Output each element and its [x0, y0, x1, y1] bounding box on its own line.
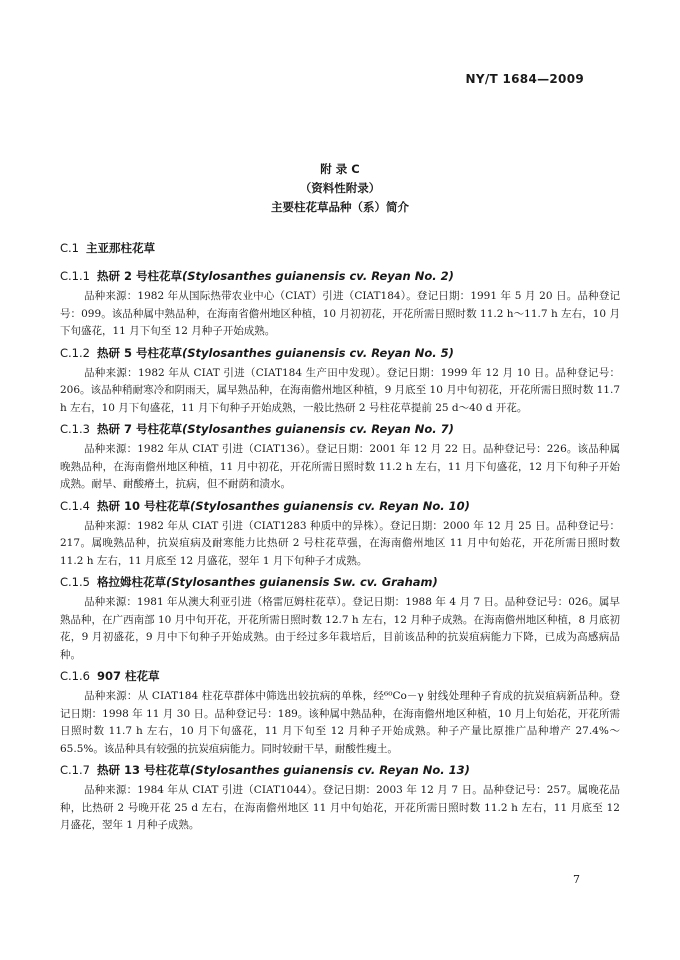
- variety-latin-name: (Stylosanthes guianensis cv. Reyan No. 7): [182, 422, 454, 436]
- page-number: 7: [573, 873, 580, 886]
- variety-number: C.1.5: [60, 575, 90, 589]
- variety-heading: [60, 666, 620, 687]
- variety-heading: [60, 760, 620, 781]
- variety-description: 品种来源：1982 年从 CIAT 引进（CIAT184 生产田中发现）。登记日期：1999 年 12 月 10 日。品种登记号：206。该品种稍耐寒冷和阴雨天，属早熟品种，在海南儋州地区种植，9 月底至 10 月中旬初花，开花所需日照时数 11.7 h 左右，10 月下旬盛花，11 月下旬种子开始成熟，一般比热研 2 号柱花草提前 25 d～40 d 开花。: [60, 366, 620, 414]
- variety-number: C.1.3: [60, 422, 90, 436]
- variety-section: [60, 266, 620, 341]
- variety-heading: [60, 343, 620, 364]
- variety-latin-name: (Stylosanthes guianensis Sw. cv. Graham): [166, 575, 438, 589]
- variety-section: [60, 343, 620, 418]
- section-number: C.1: [60, 241, 80, 255]
- section-title: 主亚那柱花草: [86, 241, 156, 255]
- variety-latin-name: (Stylosanthes guianensis cv. Reyan No. 13): [190, 763, 470, 777]
- variety-section: [60, 496, 620, 571]
- variety-name: 热研 13 号柱花草: [97, 763, 191, 777]
- variety-heading: [60, 266, 620, 287]
- variety-latin-name: (Stylosanthes guianensis cv. Reyan No. 5): [182, 345, 454, 360]
- annex-type: （资料性附录）: [299, 181, 381, 195]
- variety-description: 品种来源：1982 年从 CIAT 引进（CIAT136）。登记日期：2001 年 12 月 22 日。品种登记号：226。该品种属晚熟品种，在海南儋州地区种植，11 月中初花，开花所需日照时数 11.2 h 左右，11 月下旬盛花，12 月下旬种子开始成熟。耐旱、耐酸瘠土，抗病，但不耐荫和渍水。: [60, 443, 620, 490]
- variety-section: [60, 760, 620, 835]
- variety-heading: [60, 419, 620, 440]
- variety-latin-name: (Stylosanthes guianensis cv. Reyan No. 2): [182, 269, 454, 283]
- variety-section: [60, 419, 620, 494]
- variety-number: C.1.4: [60, 498, 90, 513]
- variety-latin-name: (Stylosanthes guianensis cv. Reyan No. 10): [190, 498, 470, 513]
- annex-label: 附 录 C: [320, 162, 360, 176]
- variety-description: 品种来源：1982 年从国际热带农业中心（CIAT）引进（CIAT184）。登记日期：1991 年 5 月 20 日。品种登记号：099。该品种属中熟品种，在海南省儋州地区种植，10 月初初花，开花所需日照时数 11.2 h～11.7 h 左右，10 月下旬盛花，11 月下旬至 12 月种子开始成熟。: [60, 290, 620, 337]
- variety-name: 热研 2 号柱花草: [97, 269, 183, 283]
- standard-code: NY/T 1684—2009: [465, 72, 584, 86]
- section-heading-c1: [60, 238, 620, 266]
- variety-heading: [60, 496, 620, 517]
- variety-description: 品种来源：从 CIAT184 柱花草群体中筛选出较抗病的单株，经⁶⁰Co－γ 射线处理种子育成的抗炭疽病新品种。登记日期：1998 年 11 月 30 日。品种登记号：189。该种属中熟品种，在海南儋州地区种植，10 月上旬始花，开花所需日照时数 11.7 h 左右，10 月下旬盛花，11 月下旬至 12 月种子开始成熟。种子产量比原推广品种增产 27.4%～65.5%。该品种具有较强的抗炭疽病能力。同时较耐干旱，耐酸性瘦土。: [60, 690, 620, 755]
- variety-name: 907 柱花草: [97, 669, 160, 683]
- variety-name: 热研 10 号柱花草: [97, 498, 191, 513]
- annex-title: 主要柱花草品种（系）简介: [271, 200, 409, 214]
- document-body: [60, 238, 620, 837]
- variety-name: 热研 5 号柱花草: [97, 345, 183, 360]
- variety-description: 品种来源：1981 年从澳大利亚引进（格雷厄姆柱花草）。登记日期：1988 年 4 月 7 日。品种登记号：026。属早熟品种，在广西南部 10 月中旬开花，开花所需日照时数 12.7 h 左右，12 月种子成熟。在海南儋州地区种植，8 月底初花，9 月初盛花，9 月中下旬种子开始成熟。由于经过多年栽培后，目前该品种的抗炭疽病能力下降，已成为高感病品种。: [60, 596, 620, 661]
- variety-name: 格拉姆柱花草: [97, 575, 166, 589]
- variety-number: C.1.7: [60, 763, 90, 777]
- variety-number: C.1.6: [60, 669, 90, 683]
- variety-description: 品种来源：1982 年从 CIAT 引进（CIAT1283 种质中的异株）。登记日期：2000 年 12 月 25 日。品种登记号：217。属晚熟品种，抗炭疽病及耐寒能力比热研 2 号柱花草强，在海南儋州地区 11 月中旬始花，开花所需日照时数 11.2 h 左右，11 月底至 12 月盛花，翌年 1 月下旬种子才成熟。: [60, 519, 620, 567]
- variety-number: C.1.2: [60, 345, 90, 360]
- variety-section: [60, 572, 620, 664]
- annex-heading: [0, 160, 680, 217]
- variety-number: C.1.1: [60, 269, 90, 283]
- variety-heading: [60, 572, 620, 593]
- variety-description: 品种来源：1984 年从 CIAT 引进（CIAT1044）。登记日期：2003 年 12 月 7 日。品种登记号：257。属晚花品种，比热研 2 号晚开花 25 d 左右，在海南儋州地区 11 月中旬始花，开花所需日照时数 11.2 h 左右，11 月底至 12 月盛花，翌年 1 月种子成熟。: [60, 784, 620, 831]
- variety-section: [60, 666, 620, 758]
- variety-name: 热研 7 号柱花草: [97, 422, 183, 436]
